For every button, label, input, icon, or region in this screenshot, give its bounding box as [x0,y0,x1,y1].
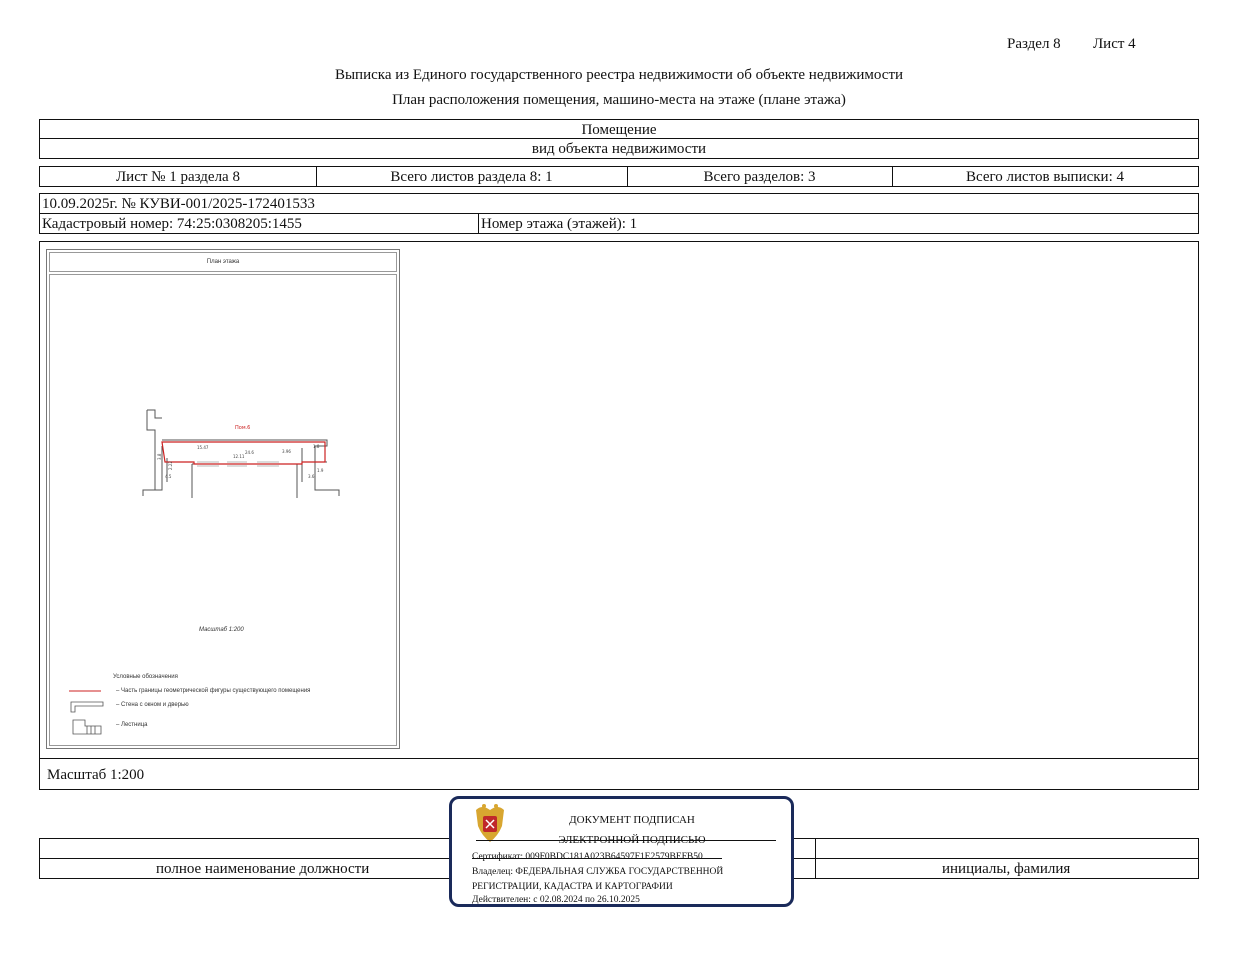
legend-title: Условные обозначения [113,674,178,680]
dim-label: 2.22 [168,461,173,470]
position-label: полное наименование должности [156,861,370,877]
legend-item-stairs: – Лестница [116,722,148,728]
dim-label: 1.8 [313,444,320,449]
floor-plan-drawing [47,250,401,750]
floor-number: Номер этажа (этажей): 1 [481,216,638,232]
emblem-icon [472,802,508,844]
object-type-value: Помещение [581,122,657,138]
legend-item-boundary: – Часть границы геометрической фигуры существующего помещения [116,688,311,694]
object-type-table [39,119,1199,159]
stamp-certificate: Сертификат: 009F0BDC181A023B64597F1E2579BEFB50 [472,852,703,862]
record-table [39,193,1199,234]
floor-plan-image [46,249,400,749]
sheet-of-section: Лист № 1 раздела 8 [116,169,240,185]
plan-sheet-title: План этажа [206,259,240,265]
stamp-line1: ДОКУМЕНТ ПОДПИСАН [569,814,695,826]
stamp-owner2: РЕГИСТРАЦИИ, КАДАСТРА И КАРТОГРАФИИ [472,882,673,892]
e-signature-stamp [449,796,794,907]
record-date-number: 10.09.2025г. № КУВИ-001/2025-172401533 [42,196,315,212]
total-section-sheets: Всего листов раздела 8: 1 [390,169,553,185]
section-label: Раздел 8 [1007,36,1061,52]
object-type-label: вид объекта недвижимости [531,141,707,157]
total-extract-sheets: Всего листов выписки: 4 [966,169,1124,185]
dim-label: 3.96 [282,449,291,454]
dim-label: 15.47 [197,445,209,450]
stamp-valid: Действителен: с 02.08.2024 по 26.10.2025 [472,895,640,905]
room-label: Пом.6 [235,425,251,431]
dim-label: 12.11 [233,454,245,459]
name-label: инициалы, фамилия [942,861,1071,877]
plan-scale-note: Масштаб 1:200 [199,627,244,633]
stamp-owner1: Владелец: ФЕДЕРАЛЬНАЯ СЛУЖБА ГОСУДАРСТВЕННОЙ [472,867,724,877]
dim-label: 3.8 [157,453,162,460]
dim-label: 3.6 [308,474,315,479]
dim-label: 1.9 [317,468,324,473]
legend-item-wall: – Стена с окном и дверью [116,702,189,708]
dim-label: 24.6 [245,450,254,455]
stamp-line2: ЭЛЕКТРОННОЙ ПОДПИСЬЮ [558,834,706,846]
sheet-info-row [39,166,1199,187]
room-boundary [162,442,325,464]
document-subtitle: План расположения помещения, машино-места на этаже (плане этажа) [392,92,846,108]
document-title: Выписка из Единого государственного реестра недвижимости об объекте недвижимости [334,67,904,83]
sheet-label: Лист 4 [1093,36,1136,52]
legend-stairs-swatch [73,720,101,734]
scale-label: Масштаб 1:200 [47,767,145,783]
legend-wall-swatch [71,702,103,712]
dim-label: 4.5 [165,474,172,479]
cadastral-number: Кадастровый номер: 74:25:0308205:1455 [42,216,302,232]
total-sections: Всего разделов: 3 [703,169,816,185]
